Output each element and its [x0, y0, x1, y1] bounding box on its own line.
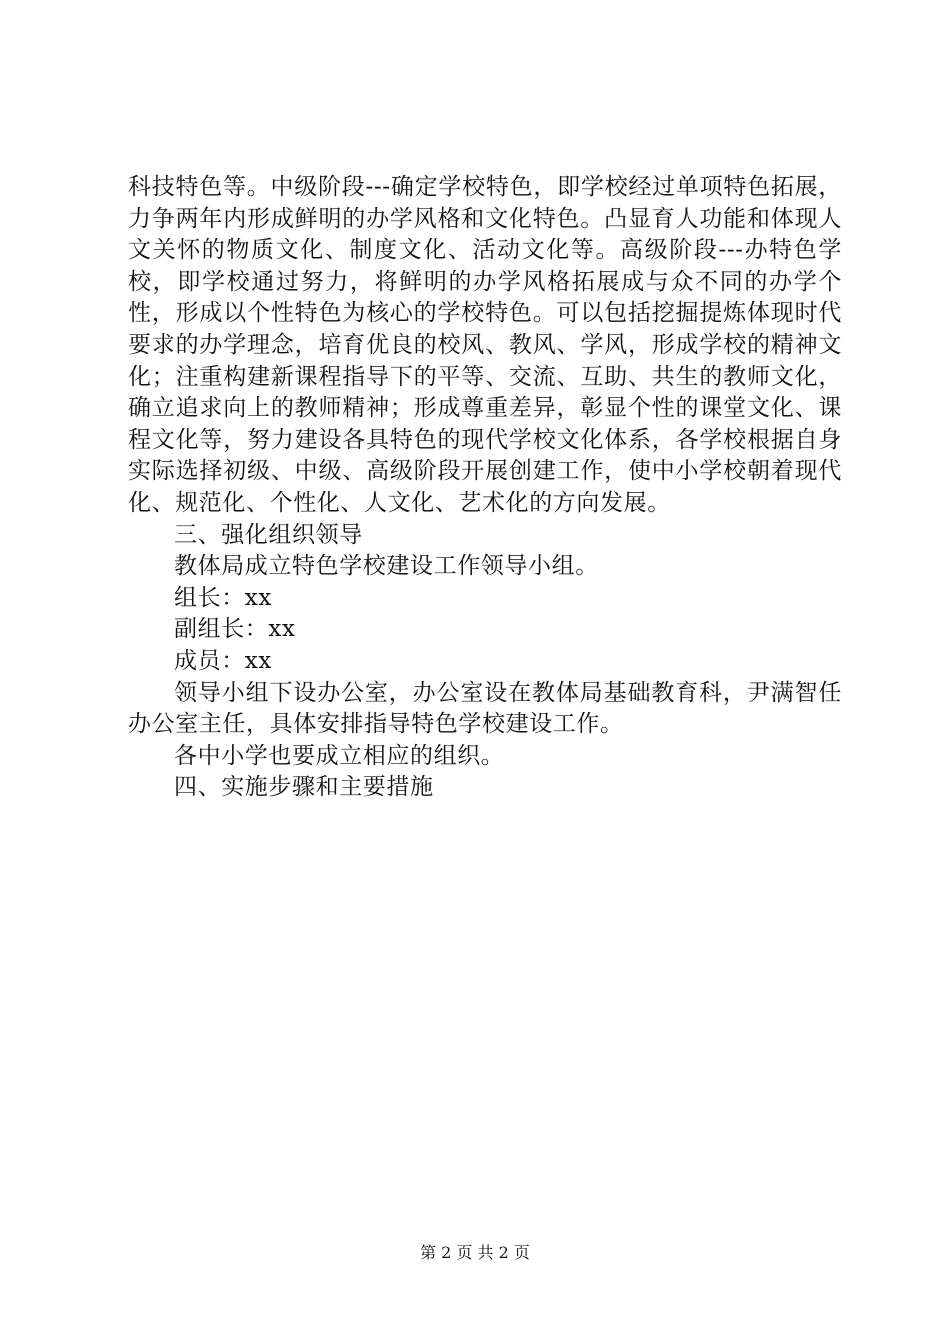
- paragraph-office: 领导小组下设办公室，办公室设在教体局基础教育科，尹满智任办公室主任，具体安排指导特色学校建设工作。: [128, 679, 842, 738]
- paragraph-school-culture-stages: 科技特色等。中级阶段---确定学校特色，即学校经过单项特色拓展，力争两年内形成鲜明的办学风格和文化特色。凸显育人功能和体现人文关怀的物质文化、制度文化、活动文化等。高级阶段---办特色学校，即学校通过努力，将鲜明的办学风格拓展成与众不同的办学个性，形成以个性特色为核心的学校特色。可以包括挖掘提炼体现时代要求的办学理念，培育优良的校风、教风、学风，形成学校的精神文化；注重构建新课程指导下的平等、交流、互助、共生的教师文化，确立追求向上的教师精神；形成尊重差异，彰显个性的课堂文化、课程文化等，努力建设各具特色的现代学校文化体系，各学校根据自身实际选择初级、中级、高级阶段开展创建工作，使中小学校朝着现代化、规范化、个性化、人文化、艺术化的方向发展。: [128, 174, 842, 516]
- section-heading-organization: 三、强化组织领导: [174, 521, 363, 548]
- paragraph-leading-group: 教体局成立特色学校建设工作领导小组。: [174, 553, 599, 580]
- paragraph-deputy-leader: 副组长：xx: [174, 616, 296, 643]
- paragraph-group-leader: 组长：xx: [174, 584, 272, 611]
- paragraph-schools-organization: 各中小学也要成立相应的组织。: [174, 742, 505, 769]
- document-body: [128, 172, 842, 804]
- section-heading-implementation: 四、实施步骤和主要措施: [174, 774, 434, 801]
- page-footer: 第 2 页 共 2 页: [420, 1243, 530, 1262]
- paragraph-members: 成员：xx: [174, 647, 272, 674]
